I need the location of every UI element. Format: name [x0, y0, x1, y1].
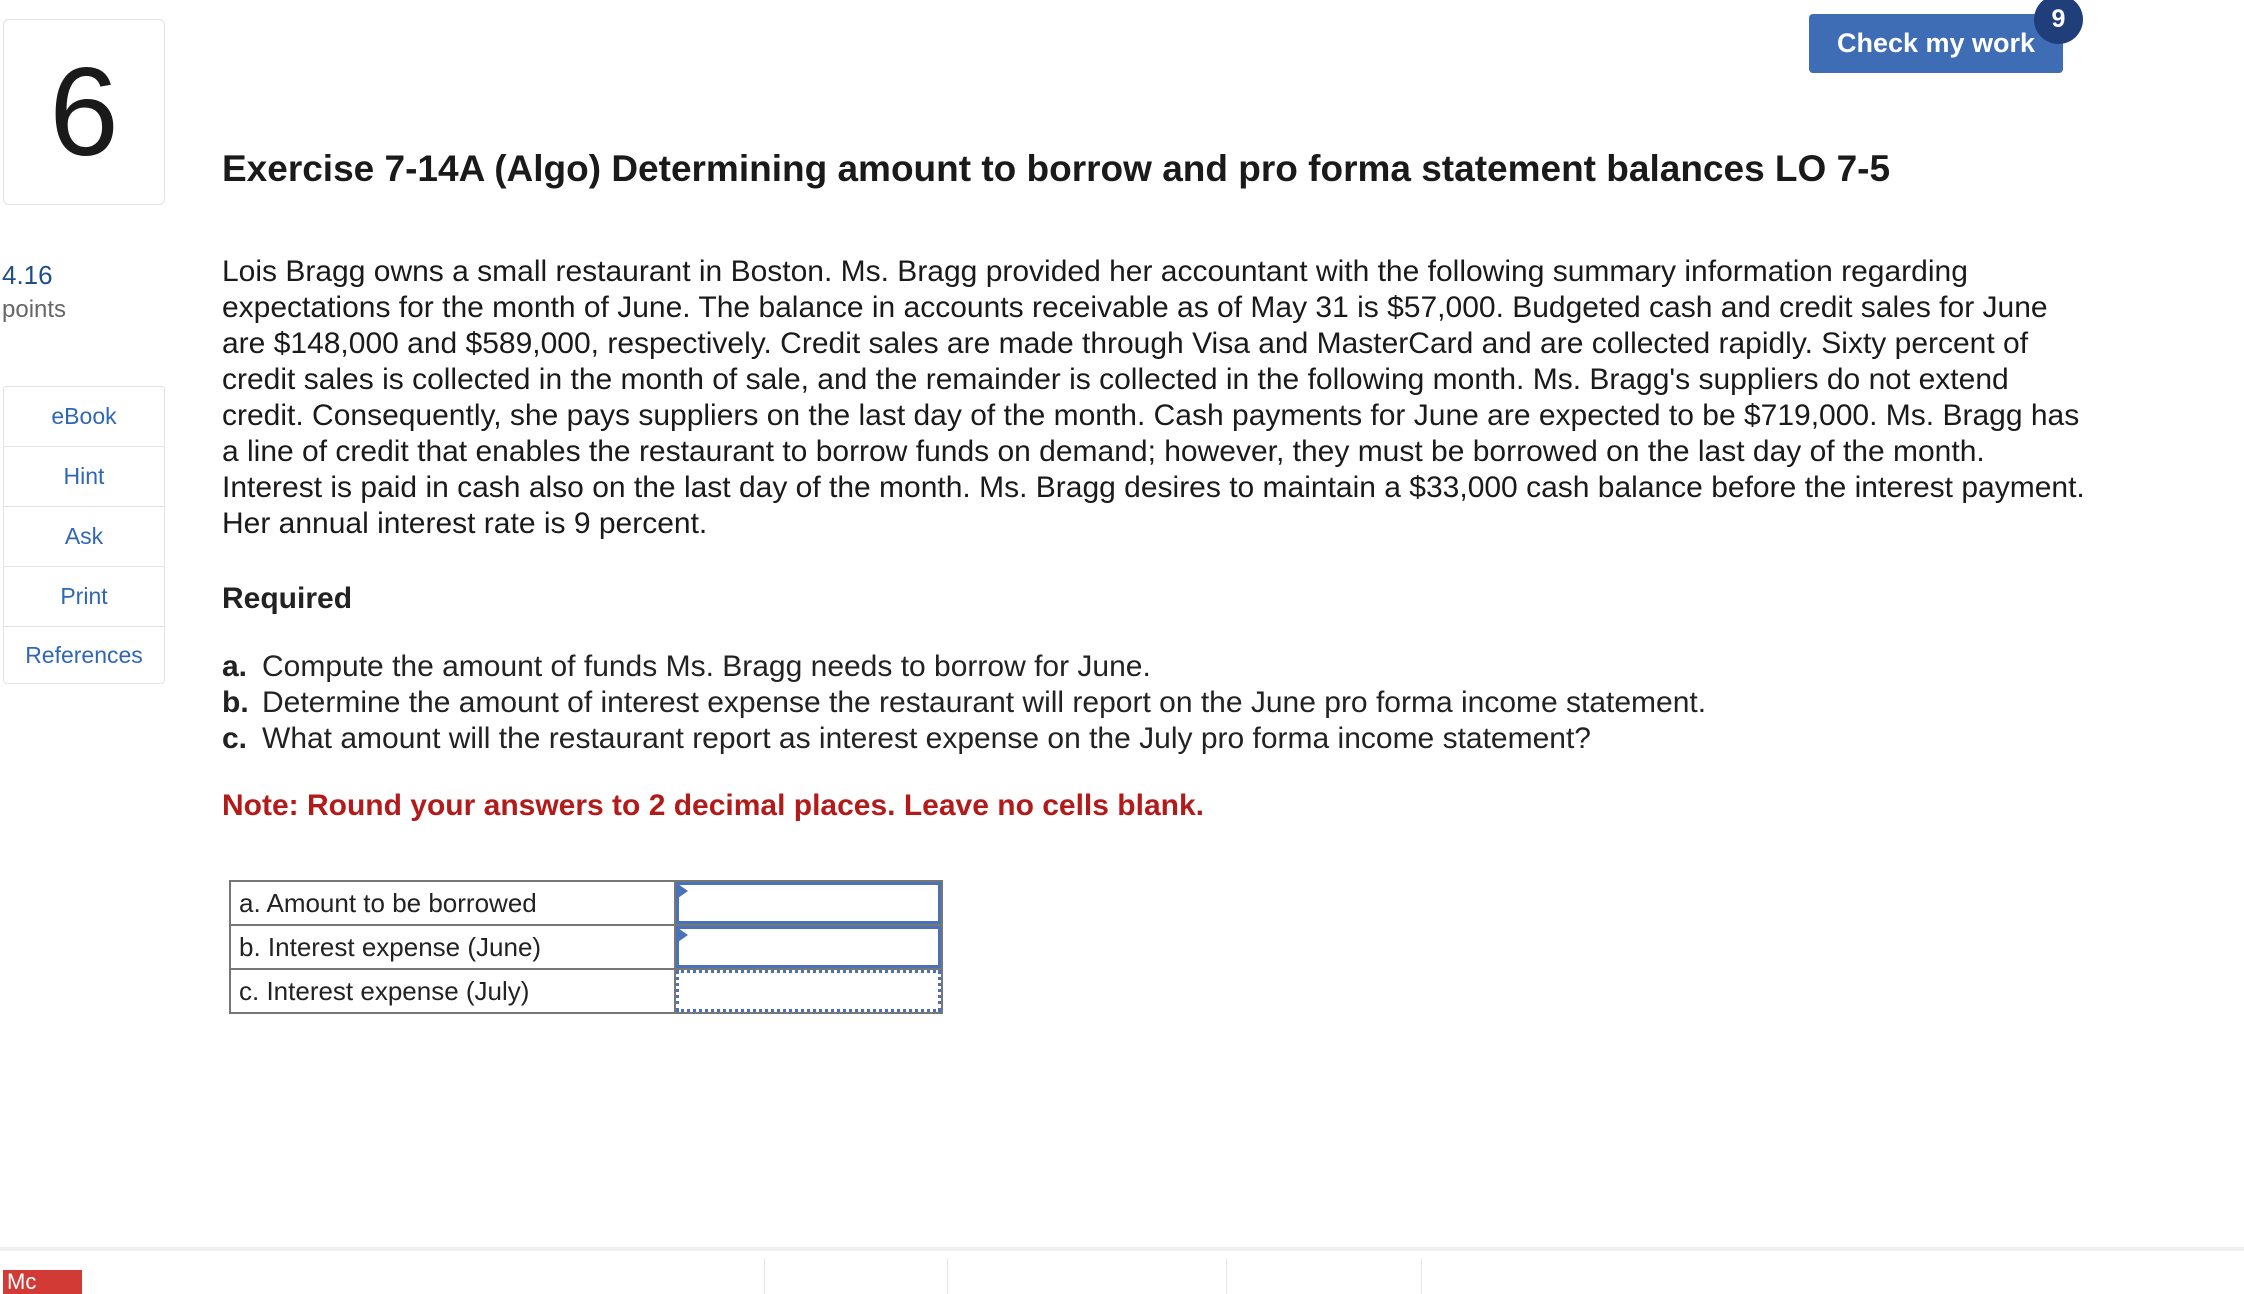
- requirement-a: [222, 649, 2122, 685]
- sidebar-tools: [3, 386, 165, 684]
- points-label: points: [2, 296, 67, 323]
- footer-separator: [1421, 1258, 1422, 1294]
- letter: a.: [222, 650, 248, 683]
- check-label: Check my work: [1836, 28, 2036, 58]
- footer-separator: [947, 1258, 948, 1294]
- table-row: [230, 881, 942, 925]
- flag-icon: [678, 928, 688, 942]
- footer-separator: [764, 1258, 765, 1294]
- mcgraw-hill-logo: Mc: [3, 1270, 82, 1294]
- requirement-b: [222, 685, 2122, 721]
- print-button[interactable]: Print: [4, 567, 164, 627]
- row-label: b. Interest expense (June): [230, 925, 675, 969]
- interest-june-input[interactable]: [676, 926, 941, 968]
- exercise-title: Exercise 7-14A (Algo) Determining amount to borrow and pro forma statement balances LO 7-5: [222, 148, 1891, 189]
- points-value: 4.16: [2, 260, 53, 290]
- requirements-list: [222, 649, 2122, 757]
- text: Determine the amount of interest expense the restaurant will report on the June pro forma income statement.: [262, 686, 1707, 719]
- letter: b.: [222, 686, 249, 719]
- text: What amount will the restaurant report as interest expense on the July pro forma income statement?: [262, 722, 1591, 755]
- ebook-button[interactable]: eBook: [4, 387, 164, 447]
- requirement-c: [222, 721, 2122, 757]
- text: Compute the amount of funds Ms. Bragg needs to borrow for June.: [262, 650, 1151, 683]
- references-button[interactable]: References: [25, 641, 143, 668]
- question-number: 6: [3, 19, 165, 205]
- amount-borrowed-input[interactable]: [676, 882, 941, 924]
- letter: c.: [222, 722, 248, 755]
- row-label: a. Amount to be borrowed: [230, 881, 675, 925]
- hint-button[interactable]: Hint: [4, 447, 164, 507]
- flag-icon: [678, 884, 688, 898]
- rounding-note: Note: Round your answers to 2 decimal places. Leave no cells blank.: [222, 789, 1204, 822]
- required-heading: Required: [222, 582, 353, 615]
- interest-july-input[interactable]: [676, 970, 941, 1012]
- table-row: [230, 969, 942, 1013]
- footer-separator: [1226, 1258, 1227, 1294]
- answer-table: [229, 880, 943, 1014]
- footer-divider: [0, 1247, 2244, 1251]
- table-row: [230, 925, 942, 969]
- row-label: c. Interest expense (July): [230, 969, 675, 1013]
- ask-button[interactable]: Ask: [4, 507, 164, 567]
- problem-text: Lois Bragg owns a small restaurant in Boston. Ms. Bragg provided her accountant with the following summary information regarding expectations for the month of June. The balance in accounts receivable as of May 31 is $57,000. Budgeted cash and credit sales for June are $148,000 and $589,000, respectively. Credit sales are made through Visa and MasterCard and are collected rapidly. Sixty percent of credit sales is collected in the month of sale, and the remainder is collected in the following month. Ms. Bragg's suppliers do not extend credit. Consequently, she pays suppliers on the last day of the month. Cash payments for June are expected to be $719,000. Ms. Bragg has a line of credit that enables the restaurant to borrow funds on demand; however, they must be borrowed on the last day of the month. Interest is paid in cash also on the last day of the month. Ms. Bragg desires to maintain a $33,000 cash balance before the interest payment. Her annual interest rate is 9 percent.: [222, 255, 2085, 540]
- check-badge: 9: [2034, 0, 2083, 44]
- check-my-work-button[interactable]: [1809, 5, 2066, 73]
